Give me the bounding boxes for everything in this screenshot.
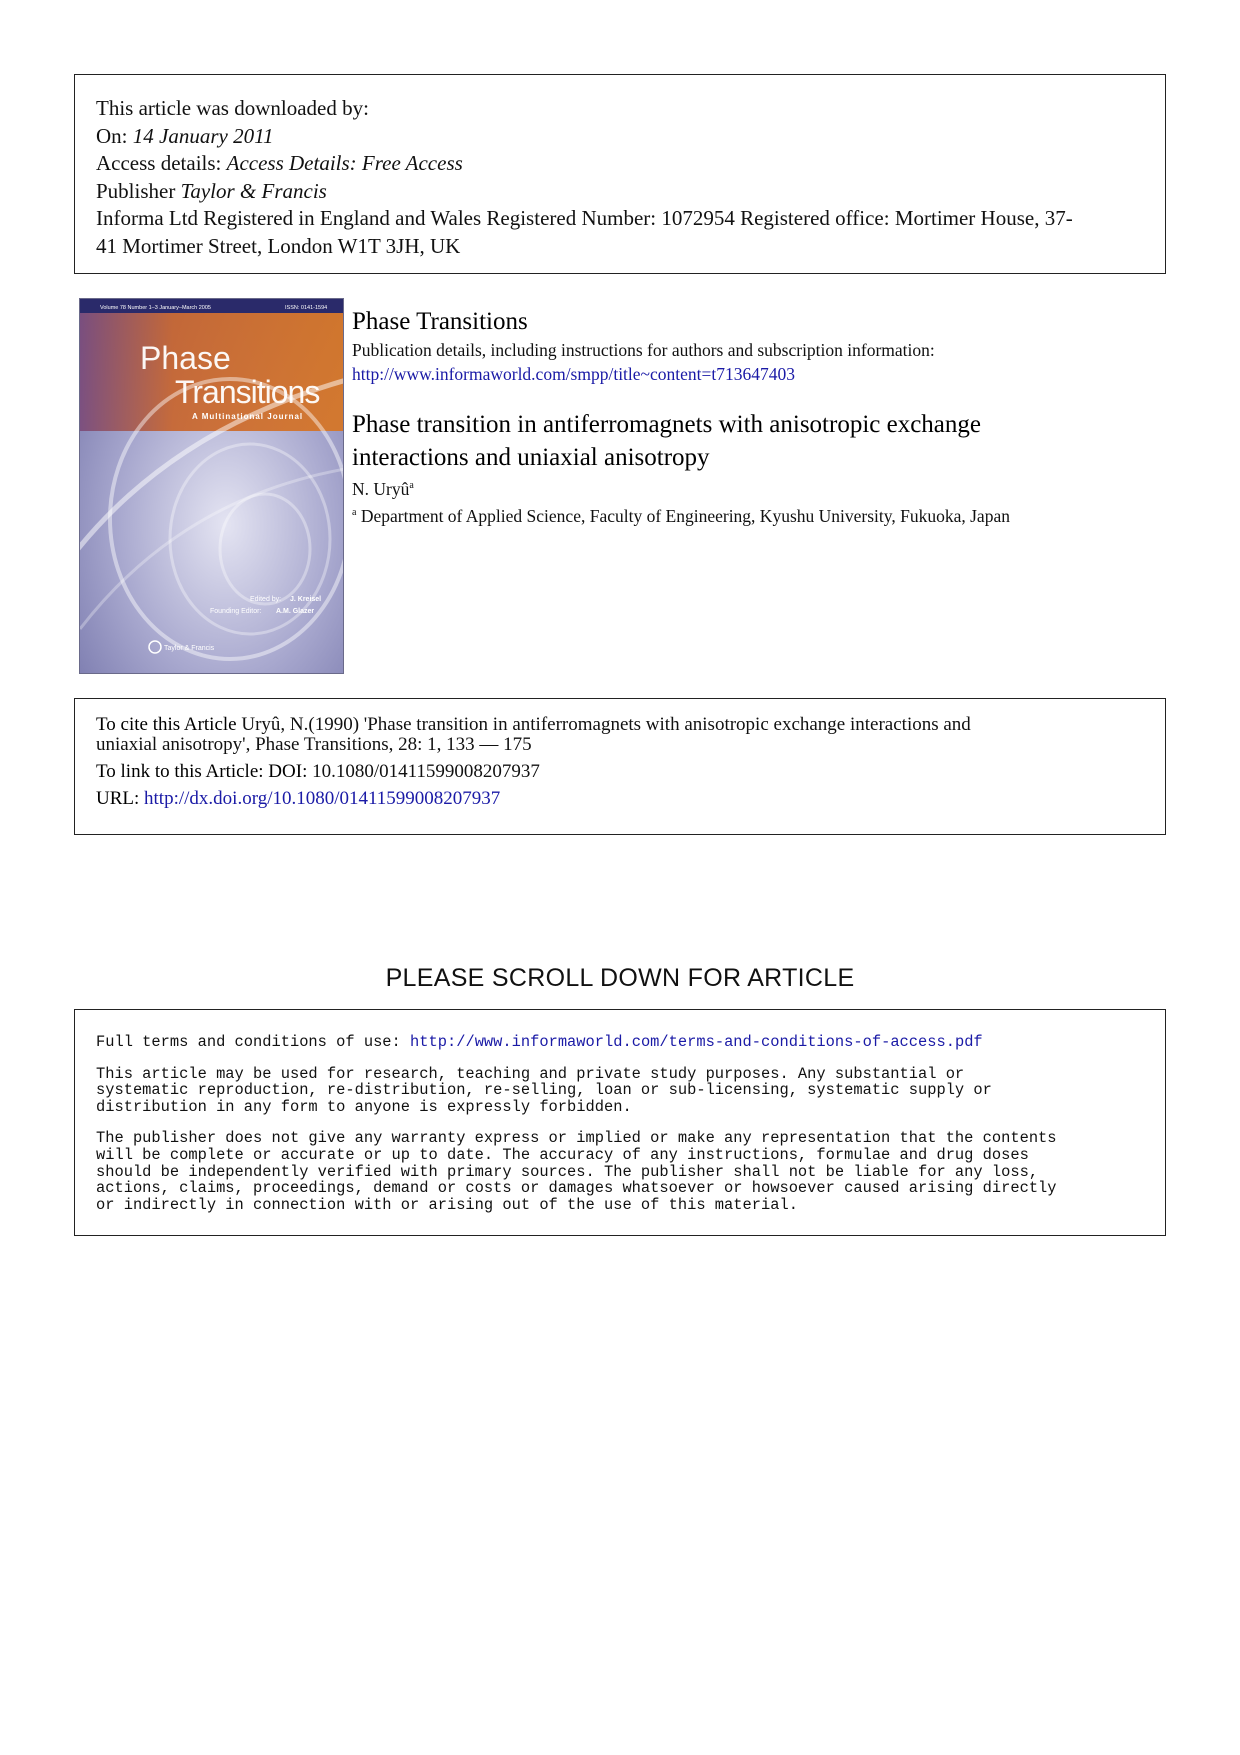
terms-paragraph-use: This article may be used for research, teaching and private study purposes. Any substantial or systematic reproduction, re-distribution, re-selling, loan or sub-licensing, systematic supply or distribution in any form to anyone is expressly forbidden.	[96, 1064, 992, 1116]
scroll-down-notice: PLEASE SCROLL DOWN FOR ARTICLE	[385, 964, 855, 992]
cover-issn-text: ISSN: 0141-1594	[285, 305, 328, 311]
cover-art	[80, 299, 344, 674]
affiliation-marker: a	[352, 506, 357, 518]
cite-text-line2: uniaxial anisotropy', Phase Transitions, 28: 1, 133 — 175	[96, 734, 532, 755]
cover-publisher-logo-text: Taylor & Francis	[164, 645, 215, 652]
publisher-label: Publisher	[96, 178, 176, 203]
journal-info	[352, 306, 1192, 528]
cover-founding-label: Founding Editor:	[210, 608, 262, 615]
download-info-box	[74, 74, 1166, 274]
doi-value: 10.1080/01411599008207937	[312, 761, 540, 782]
journal-url-link[interactable]: http://www.informaworld.com/smpp/title~content=t713647403	[352, 364, 796, 384]
affiliation-text: Department of Applied Science, Faculty of Engineering, Kyushu University, Fukuoka, Japan	[360, 505, 1010, 526]
article-title	[352, 408, 1192, 474]
terms-paragraph-warranty: The publisher does not give any warranty express or implied or make any representation that the contents will be complete or accurate or up to date. The accuracy of any instructions, formulae and drug doses should be independently verified with primary sources. The publisher shall not be liable for any loss, actions, claims, proceedings, demand or costs or damages whatsoever or howsoever caused arising directly or indirectly in connection with or arising out of the use of this material.	[96, 1129, 1057, 1214]
journal-cover-image	[79, 298, 344, 674]
access-details-value: Access Details: Free Access	[226, 151, 463, 175]
terms-box	[74, 1009, 1166, 1236]
author-affiliation-marker: a	[409, 480, 414, 491]
registered-office-line-2: 41 Mortimer Street, London W1T 3JH, UK	[96, 233, 461, 258]
cover-subtitle: A Multinational Journal	[192, 412, 304, 421]
journal-title: Phase Transitions	[352, 308, 528, 335]
publisher-line	[96, 178, 1145, 206]
terms-url-link[interactable]: http://www.informaworld.com/terms-and-conditions-of-access.pdf	[410, 1033, 983, 1051]
cover-title-line2: Transitions	[175, 374, 320, 410]
terms-label: Full terms and conditions of use:	[96, 1033, 401, 1051]
terms-url-line	[96, 1034, 1145, 1051]
doi-url-link[interactable]: http://dx.doi.org/10.1080/01411599008207937	[144, 788, 501, 809]
cover-volume-text: Volume 78 Number 1–3 January–March 2005	[100, 305, 211, 311]
article-author	[352, 474, 1192, 501]
publisher-value: Taylor & Francis	[180, 178, 327, 203]
author-name: N. Uryû	[352, 478, 410, 499]
cover-edited-label: Edited by:	[250, 596, 282, 603]
download-date-label: On:	[96, 123, 128, 148]
doi-label: To link to this Article: DOI:	[96, 761, 308, 782]
doi-row	[96, 762, 1145, 782]
author-affiliation	[352, 501, 1192, 528]
citation-box	[74, 698, 1166, 835]
cover-title-line1: Phase	[140, 340, 231, 376]
cover-editor: J. Kreisel	[290, 596, 322, 603]
url-row	[96, 789, 1145, 809]
download-date-value: 14 January 2011	[132, 123, 274, 148]
cover-founding-editor: A.M. Glazer	[276, 608, 315, 615]
article-title-line1: Phase transition in antiferromagnets with anisotropic exchange	[352, 411, 981, 438]
registered-office-line-1: Informa Ltd Registered in England and Wales Registered Number: 1072954 Registered office: Mortimer House, 37-	[96, 206, 1073, 230]
url-label: URL:	[96, 788, 140, 809]
article-title-line2: interactions and uniaxial anisotropy	[352, 444, 710, 471]
downloaded-by-line: This article was downloaded by:	[96, 96, 369, 120]
cite-label: To cite this Article	[96, 714, 237, 735]
access-details-label: Access details:	[96, 151, 222, 175]
download-date-line	[96, 123, 1145, 151]
access-details-line	[96, 150, 1145, 178]
cite-row	[96, 715, 1145, 755]
publication-details: Publication details, including instructions for authors and subscription information:	[352, 340, 935, 360]
cite-text-line1: Uryû, N.(1990) 'Phase transition in antiferromagnets with anisotropic exchange interactions and	[241, 714, 971, 735]
